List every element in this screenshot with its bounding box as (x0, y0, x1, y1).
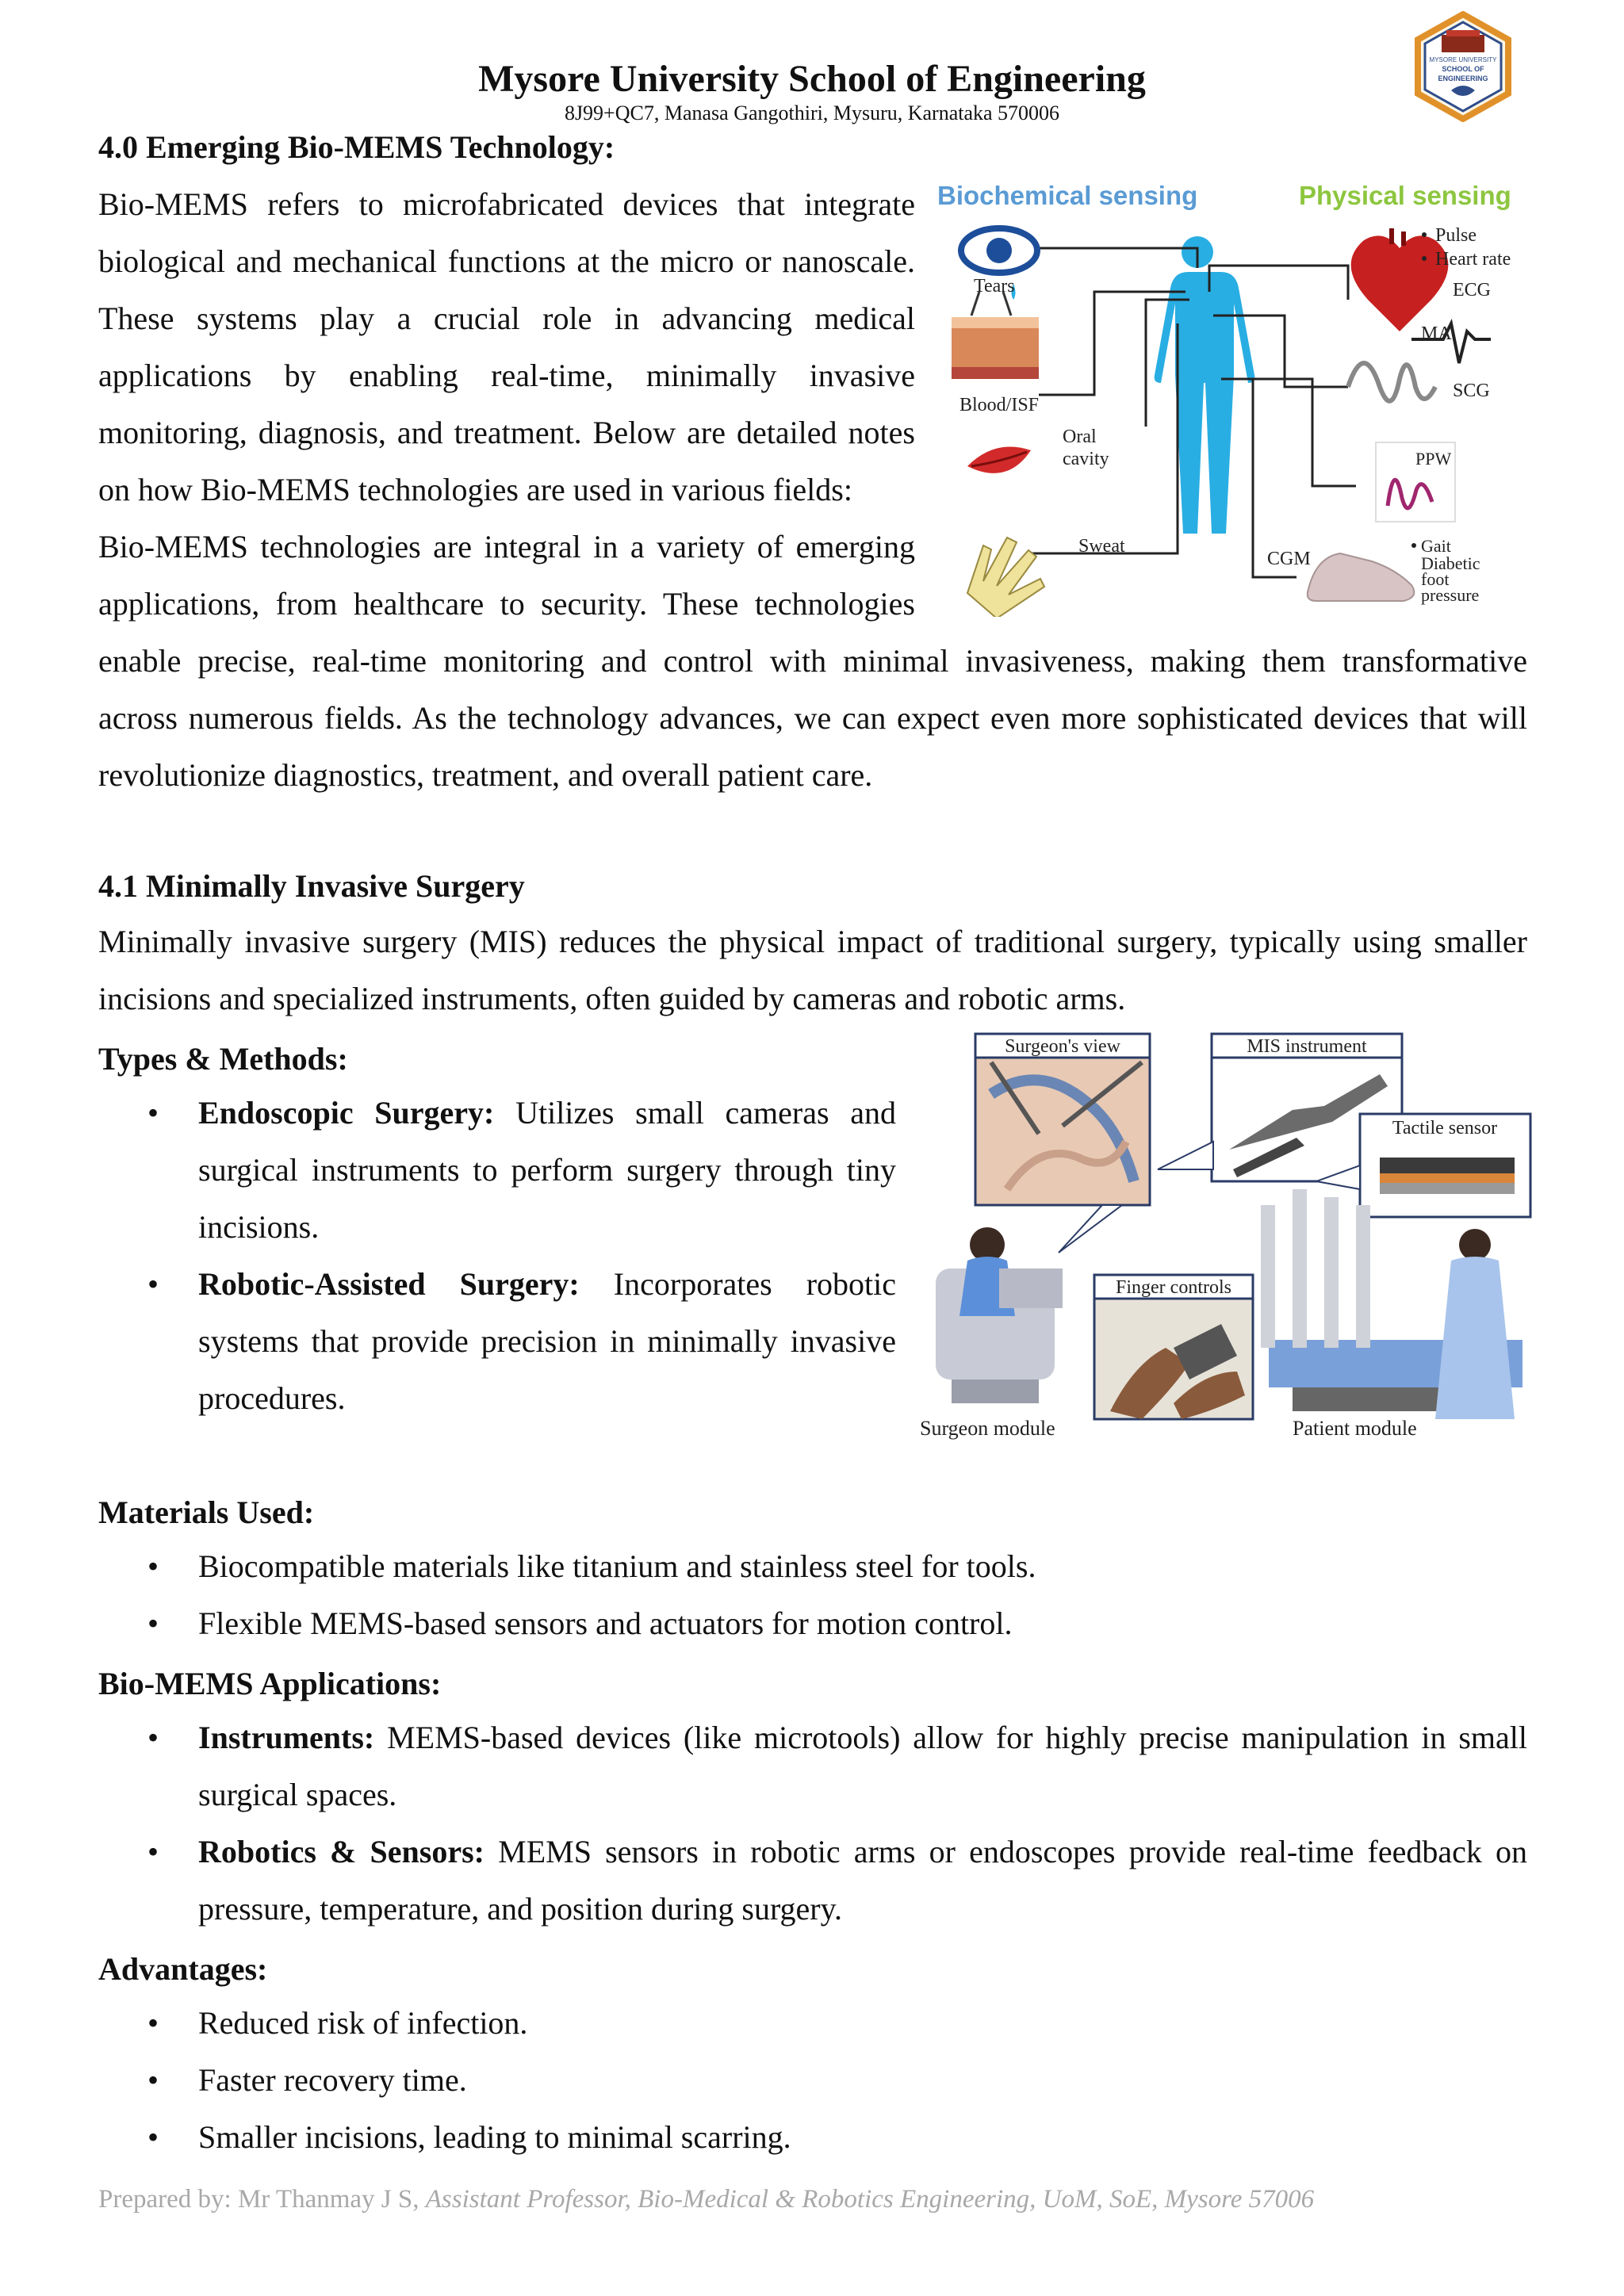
robotics-text: MEMS sensors in robotic arms or endoscopes provide real-time feedback on (498, 1834, 1527, 1869)
tactile-sensor-label: Tactile sensor (1392, 1118, 1498, 1138)
ppw-label: PPW (1415, 449, 1452, 469)
footer-author: Prepared by: Mr Thanmay J S, (98, 2185, 419, 2214)
foot-label: foot (1421, 569, 1450, 589)
advantages-item: Reduced risk of infection. (198, 2005, 528, 2041)
bullet-dot: • (147, 1266, 159, 1302)
biochemical-sensing-title: Biochemical sensing (937, 181, 1198, 210)
intro-line: on how Bio-MEMS technologies are used in various fields: (98, 472, 852, 507)
finger-controls-panel (1094, 1275, 1253, 1419)
robotic-text: Incorporates robotic (613, 1266, 897, 1302)
mis-intro-line: incisions and specialized instruments, often guided by cameras and robotic arms. (98, 981, 1126, 1016)
bullet-dot: • (147, 1605, 159, 1641)
bullet-dot: • (147, 1095, 159, 1131)
pressure-label: pressure (1421, 585, 1480, 605)
section-heading-4-1: 4.1 Minimally Invasive Surgery (98, 868, 525, 904)
intro-paragraph-continued (98, 633, 1527, 804)
instruments-label: Instruments: (198, 1720, 375, 1755)
materials-item: Flexible MEMS-based sensors and actuators for motion control. (198, 1605, 1013, 1641)
physical-sensing-title: Physical sensing (1299, 181, 1511, 210)
shoe-icon (1308, 553, 1415, 601)
cavity-label: cavity (1063, 449, 1109, 469)
intro-paragraph (98, 176, 915, 633)
intro-line: applications, from healthcare to security. These technologies (98, 586, 915, 622)
robotics-label: Robotics & Sensors: (198, 1834, 485, 1869)
types-methods-heading: Types & Methods: (98, 1041, 348, 1077)
intro-line: across numerous fields. As the technology advances, we can expect even more sophisticated devices that will (98, 700, 1527, 736)
materials-item: Biocompatible materials like titanium and stainless steel for tools. (198, 1548, 1036, 1584)
robotic-label: Robotic-Assisted Surgery: (198, 1266, 580, 1302)
gait-label: Gait (1421, 536, 1451, 556)
sweat-label: Sweat (1078, 536, 1125, 557)
instruments-bullet (198, 1709, 1527, 1823)
blood-isf-label: Blood/ISF (959, 395, 1040, 415)
robotic-text: procedures. (198, 1380, 346, 1416)
tears-label: Tears (974, 276, 1015, 297)
robotic-text: systems that provide precision in minimally invasive (198, 1323, 896, 1359)
robotics-bullet (198, 1823, 1527, 1938)
intro-line: monitoring, diagnosis, and treatment. Below are detailed notes (98, 415, 915, 450)
heart-icon (1351, 228, 1449, 331)
intro-line: biological and mechanical functions at the micro or nanoscale. (98, 243, 915, 279)
section-heading-4-0: 4.0 Emerging Bio-MEMS Technology: (98, 129, 615, 165)
advantages-item: Faster recovery time. (198, 2062, 467, 2098)
bullet-dot: • (147, 1548, 159, 1584)
ecg-label: ECG (1453, 280, 1491, 300)
bullet-dot: • (147, 1834, 159, 1869)
materials-heading: Materials Used: (98, 1494, 315, 1530)
surgeon-module-label: Surgeon module (920, 1417, 1055, 1440)
endoscopic-text: Utilizes small cameras and (515, 1095, 897, 1131)
pulse-label: Pulse (1435, 225, 1477, 246)
scg-waveform-icon (1348, 363, 1435, 401)
bullet-dot: • (147, 1720, 159, 1755)
patient-cart-icon (1261, 1189, 1522, 1419)
lips-icon (967, 447, 1031, 473)
university-logo (1411, 11, 1515, 122)
finger-controls-label: Finger controls (1116, 1277, 1231, 1298)
endoscopic-text: surgical instruments to perform surgery through tiny (198, 1152, 896, 1188)
surgeon-console-icon (936, 1227, 1063, 1403)
page-address: 8J99+QC7, Manasa Gangothiri, Mysuru, Karnataka 570006 (564, 101, 1060, 124)
intro-line: enable precise, real-time monitoring and control with minimal invasiveness, making them transformative (98, 643, 1527, 679)
page-title: Mysore University School of Engineering (478, 58, 1146, 100)
patient-module-label: Patient module (1293, 1417, 1417, 1440)
intro-line: Bio-MEMS technologies are integral in a variety of emerging (98, 529, 915, 564)
intro-line: These systems play a crucial role in advancing medical (98, 300, 915, 336)
diabetic-label: Diabetic (1421, 553, 1480, 573)
mis-instrument-label: MIS instrument (1247, 1036, 1367, 1057)
surgeons-view-label: Surgeon's view (1005, 1036, 1120, 1057)
svg-text:MYSORE UNIVERSITY: MYSORE UNIVERSITY (1429, 56, 1497, 63)
svg-text:ENGINEERING: ENGINEERING (1438, 75, 1488, 82)
instruments-text: surgical spaces. (198, 1777, 397, 1812)
hand-icon (967, 538, 1044, 617)
surgery-figure (920, 1031, 1538, 1443)
mis-intro-line: Minimally invasive surgery (MIS) reduces the physical impact of traditional surgery, typically using smaller (98, 924, 1527, 959)
page-footer (98, 2185, 1314, 2214)
heart-rate-label: Heart rate (1435, 249, 1511, 270)
endoscopic-bullet (198, 1085, 896, 1256)
human-body-icon (1155, 236, 1255, 534)
intro-line: revolutionize diagnostics, treatment, and overall patient care. (98, 757, 873, 793)
robotics-text: pressure, temperature, and position during surgery. (198, 1891, 843, 1927)
svg-text:SCHOOL OF: SCHOOL OF (1442, 65, 1484, 73)
advantages-item: Smaller incisions, leading to minimal scarring. (198, 2119, 791, 2155)
tactile-sensor-panel (1360, 1114, 1530, 1217)
applications-heading: Bio-MEMS Applications: (98, 1666, 442, 1701)
robotic-bullet (198, 1256, 896, 1427)
bullet-dot: • (147, 2062, 159, 2098)
surgeons-view-panel (975, 1034, 1150, 1205)
mis-intro (98, 913, 1527, 1027)
cgm-label: CGM (1267, 549, 1311, 569)
ma-label: MA (1421, 323, 1452, 344)
sensing-figure (936, 173, 1538, 617)
oral-label: Oral (1063, 427, 1097, 447)
intro-line: Bio-MEMS refers to microfabricated devices that integrate (98, 186, 915, 222)
advantages-heading: Advantages: (98, 1951, 268, 1987)
endoscopic-text: incisions. (198, 1209, 320, 1245)
bullet-dot: • (147, 2005, 159, 2041)
intro-line: applications by enabling real-time, minimally invasive (98, 358, 915, 393)
endoscopic-label: Endoscopic Surgery: (198, 1095, 495, 1131)
footer-role: Assistant Professor, Bio-Medical & Robotics Engineering, UoM, SoE, Mysore 57006 (425, 2185, 1315, 2214)
scg-label: SCG (1453, 381, 1490, 401)
instruments-text: MEMS-based devices (like microtools) allow for highly precise manipulation in small (387, 1720, 1527, 1755)
bullet-dot: • (147, 2119, 159, 2155)
skin-icon (952, 292, 1039, 379)
